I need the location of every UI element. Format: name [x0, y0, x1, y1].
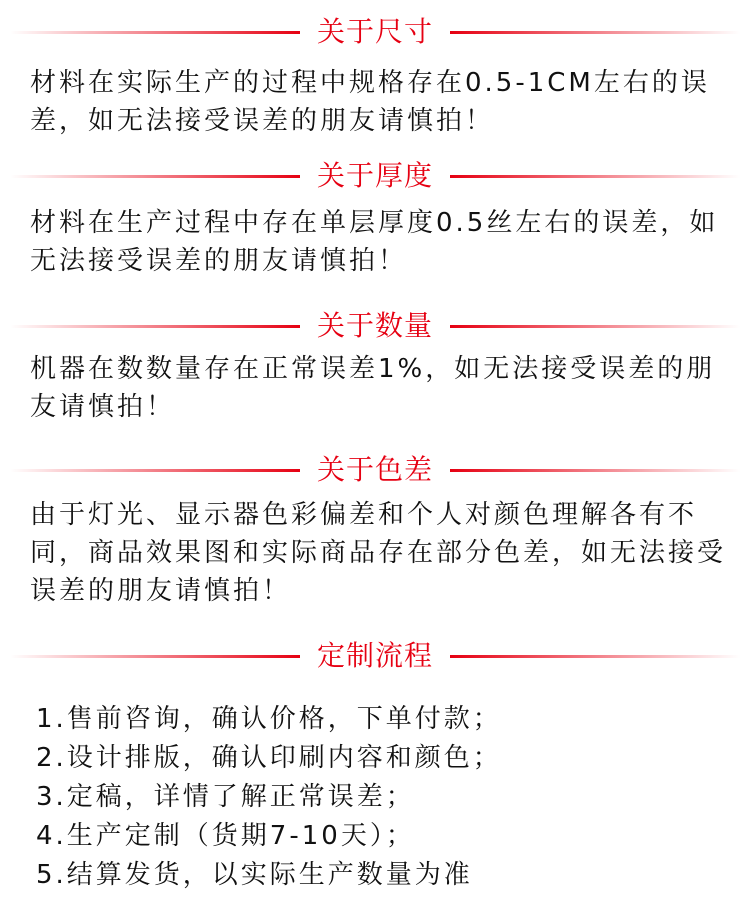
section-header-color [0, 452, 750, 488]
section-header-process [0, 638, 750, 674]
process-step: 4.生产定制（货期7-10天）； [36, 821, 415, 851]
section-header-quantity [0, 308, 750, 344]
quantity-note: 机器在数数量存在正常误差1%，如无法接受误差的朋友请慎拍！ [30, 354, 716, 422]
process-step: 2.设计排版，确认印刷内容和颜色； [36, 743, 502, 773]
section-header-thickness [0, 158, 750, 194]
process-step: 1.售前咨询，确认价格，下单付款； [36, 704, 502, 734]
section-title: 关于厚度 [316, 159, 433, 192]
divider-line [450, 469, 740, 472]
section-title: 定制流程 [316, 639, 433, 672]
divider-line [450, 655, 740, 658]
thickness-note: 材料在生产过程中存在单层厚度0.5丝左右的误差，如无法接受误差的朋友请慎拍！ [30, 208, 719, 276]
process-step: 3.定稿，详情了解正常误差； [36, 782, 415, 812]
process-step: 5.结算发货，以实际生产数量为准 [36, 860, 473, 890]
divider-line [450, 325, 740, 328]
size-note: 材料在实际生产的过程中规格存在0.5-1CM左右的误差，如无法接受误差的朋友请慎拍！ [30, 68, 710, 136]
process-steps-list [36, 700, 726, 895]
section-title: 关于尺寸 [316, 15, 433, 48]
divider-line [450, 175, 740, 178]
section-title: 关于色差 [316, 453, 433, 486]
color-note: 由于灯光、显示器色彩偏差和个人对颜色理解各有不同，商品效果图和实际商品存在部分色差，如无法接受误差的朋友请慎拍！ [30, 500, 727, 606]
section-header-size [0, 14, 750, 50]
section-title: 关于数量 [316, 309, 433, 342]
divider-line [450, 31, 740, 34]
